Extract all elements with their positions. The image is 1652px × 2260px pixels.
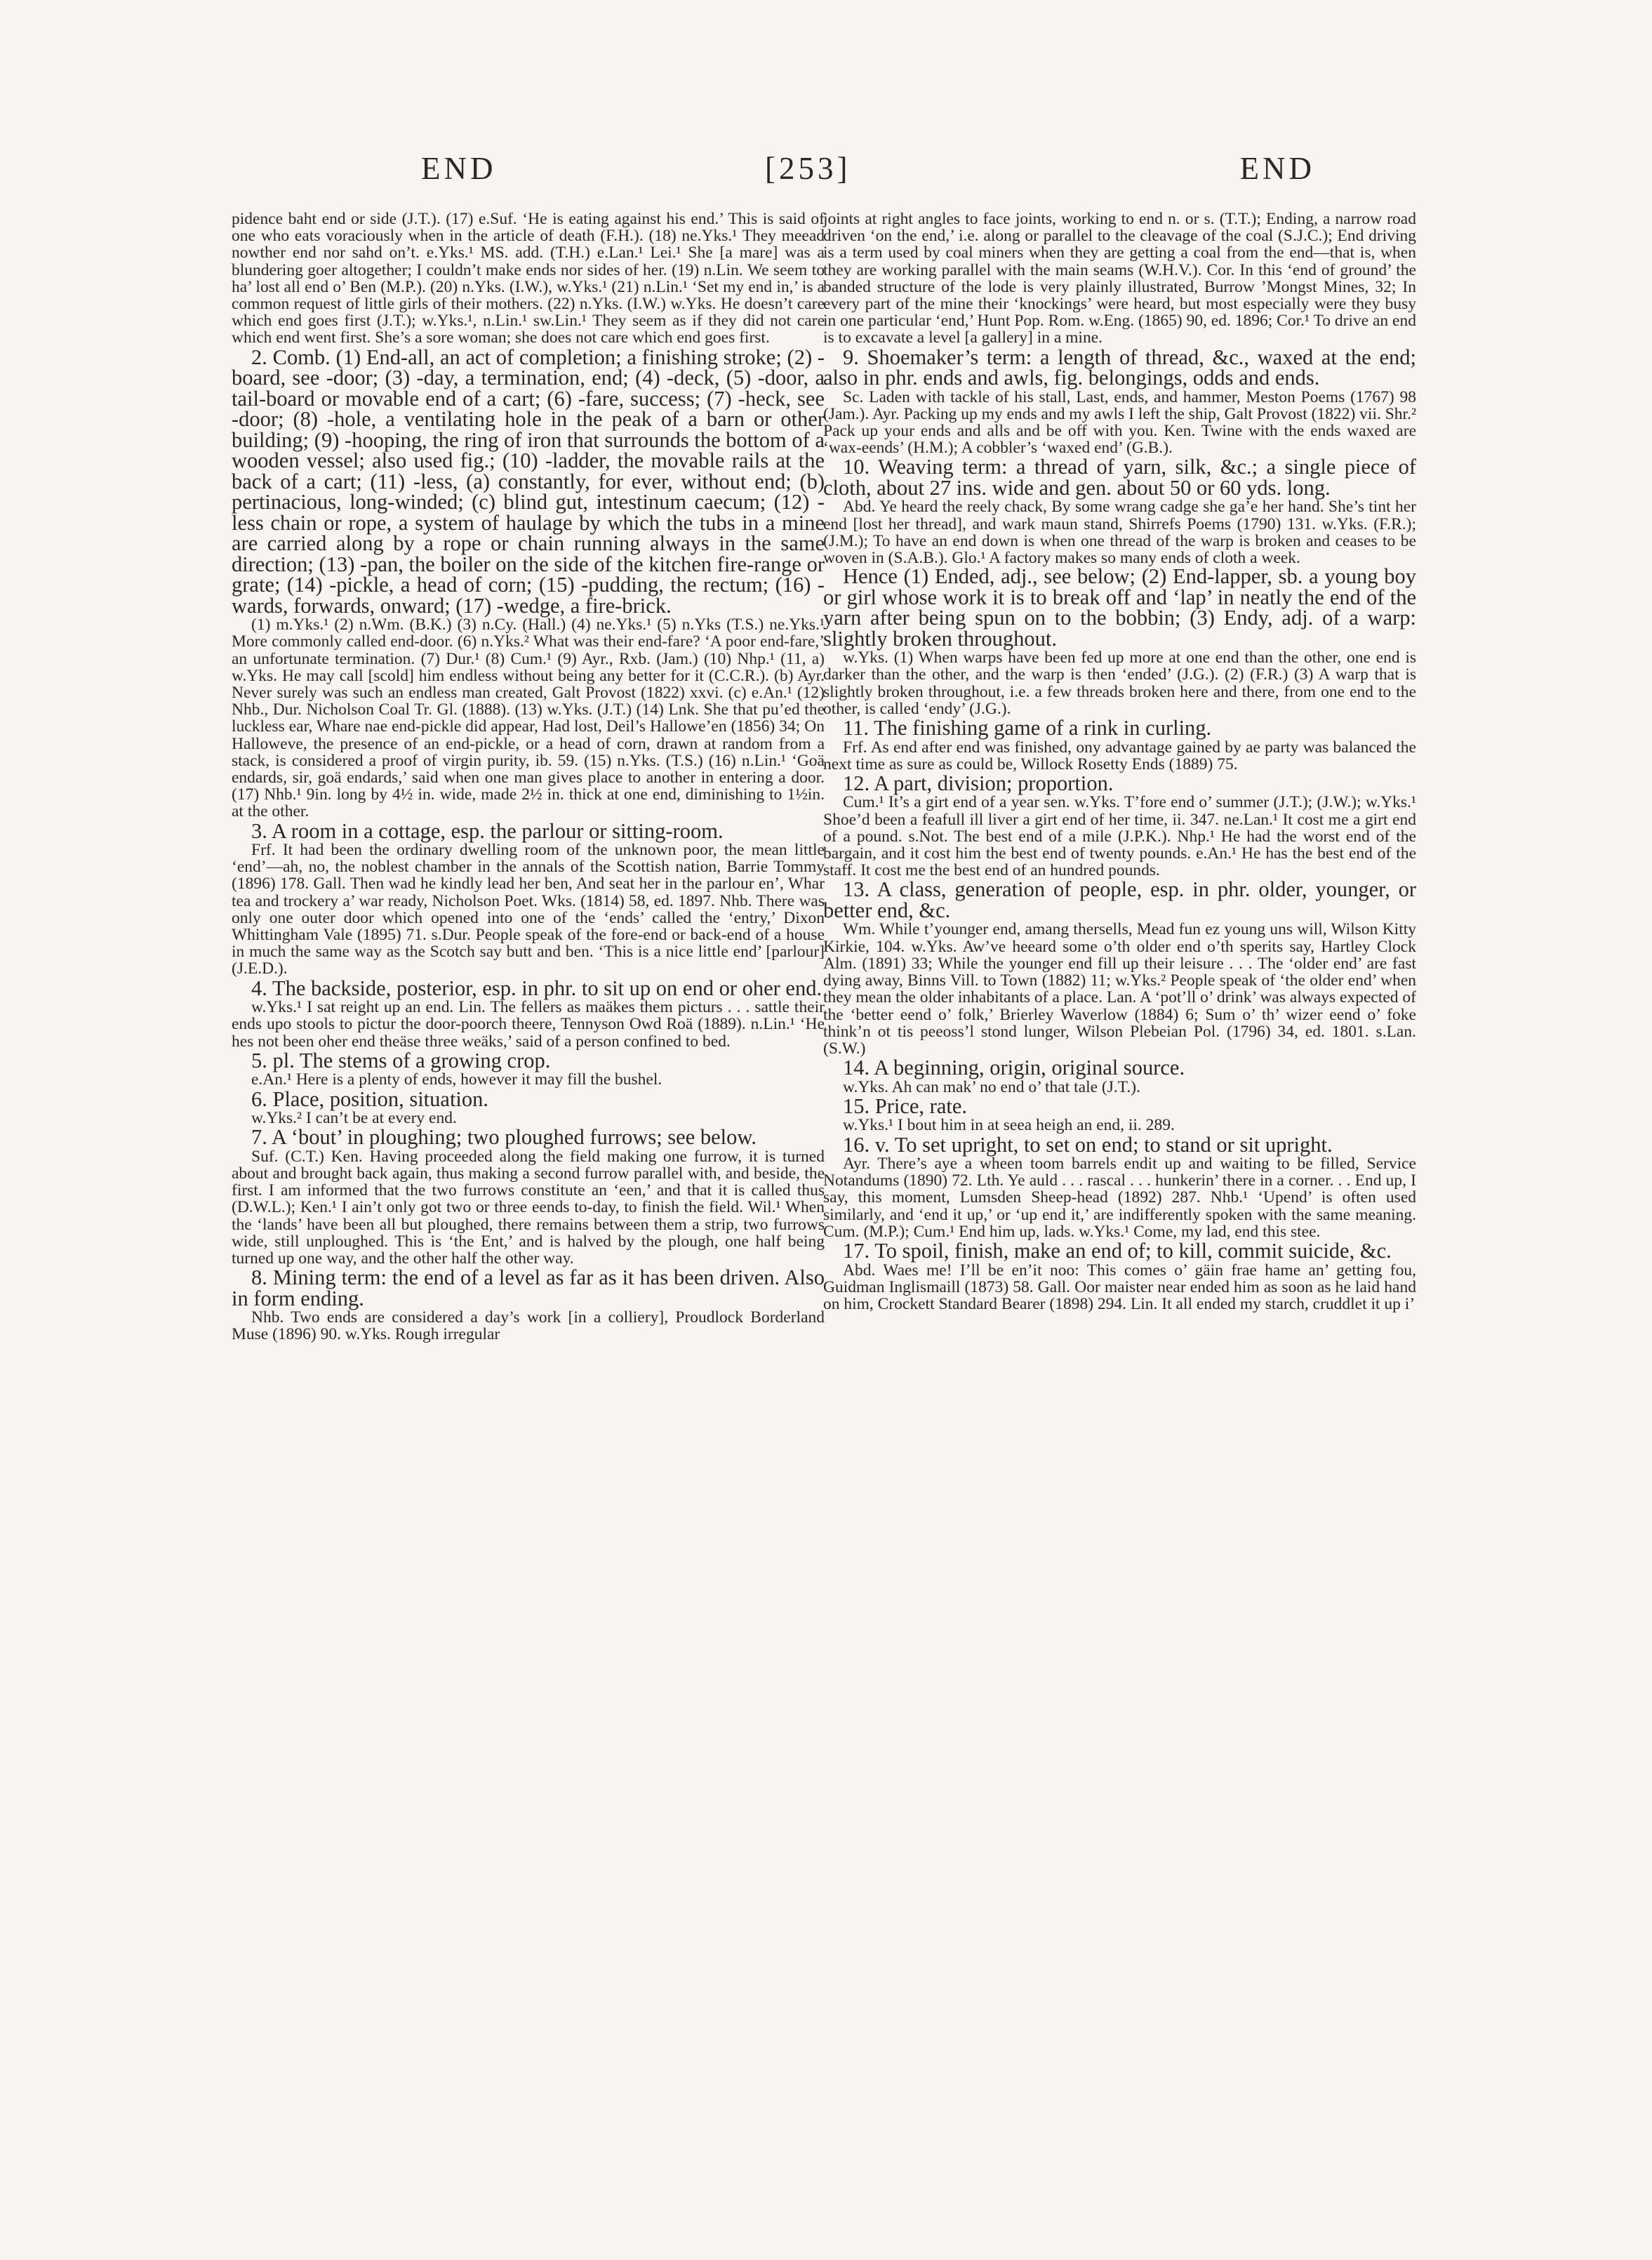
sense-paragraph: 4. The backside, posterior, esp. in phr. to sit up on end or oher end. xyxy=(251,976,822,1000)
citation-paragraph: (1) m.Yks.¹ (2) n.Wm. (B.K.) (3) n.Cy. (Hall.) (4) ne.Yks.¹ (5) n.Yks (T.S.) ne.Yks.¹ More commonly called end-door. (6) n.Yks.² What was their end-fare? ‘A poor end-fare,’ an unfortunate termination. (7) Dur.¹ (8) Cum.¹ (9) Ayr., Rxb. (Jam.) (10) Nhp.¹ (11, a) w.Yks. He may call [scold] him endless without being any better for it (C.C.R.). (b) Ayr. Never surely was such an endless man created, Galt Provost (1822) xxvi. (c) e.An.¹ (12) Nhb., Dur. Nicholson Coal Tr. Gl. (1888). (13) w.Yks. (J.T.) (14) Lnk. She that pu’ed the luckless ear, Whare nae end-pickle did appear, Had lost, Deil’s Hallowe’en (1856) 34; On Halloweve, the presence of an end-pickle, or a head of corn, drawn at random from a stack, is considered a proof of virgin purity, ib. 59. (15) n.Yks. (T.S.) (16) n.Lin.¹ ‘Goä endards, sir, goä endards,’ said when one man gives place to another in entering a door. (17) Nhb.¹ 9in. long by 4½ in. wide, made 2½ in. thick at one end, diminishing to 1½in. at the other. xyxy=(232,616,825,821)
citation-paragraph: Hence (1) Ended, adj., see below; (2) End-lapper, sb. a young boy or girl whose work it is to break off and ‘lap’ in neatly the end of the yarn after being spun on to the bobbin; (3) Endy, adj. of a warp: slightly broken throughout. xyxy=(823,564,1416,651)
citation-paragraph: Abd. Waes me! I’ll be en’it noo: This comes o’ gäin frae hame an’ getting fou, Guidman Inglismaill (1873) 58. Gall. Oor maister near ended him as soon as he laid hand on him, Crockett Standard Bearer (1898) 294. Lin. It all ended my starch, cruddlet it up i’ xyxy=(823,1261,1416,1313)
citation-paragraph: e.An.¹ Here is a plenty of ends, however it may fill the bushel. xyxy=(251,1070,662,1089)
sense-paragraph: 11. The finishing game of a rink in curling. xyxy=(843,716,1212,740)
citation-paragraph: Cum.¹ It’s a girt end of a year sen. w.Yks. T’fore end o’ summer (J.T.); (J.W.); w.Yks.¹ Shoe’d been a feafull ill liver a girt end of her time, ii. 347. ne.Lan.¹ It cost me a girt end of a pound. s.Not. The best end of a mile (J.P.K.). Nhp.¹ He had the worst end of the bargain, and it cost him the best end of twenty pounds. e.An.¹ He has the best end of the staff. It cost me the best end of an hundred pounds. xyxy=(823,793,1416,880)
citation-paragraph: Wm. While t’younger end, amang thersells, Mead fun ez young uns will, Wilson Kitty Kirkie, 104. w.Yks. Aw’ve heeard some o’th older end o’th sperits say, Hartley Clock Alm. (1891) 33; While the younger end fill up their leisure . . . The ‘older end’ are fast dying away, Binns Vill. to Town (1882) 11; w.Yks.² People speak of ‘the older end’ when they mean the older inhabitants of a place. Lan. A ‘pot’ll o’ drink’ was always expected of the ‘better eend o’ folk,’ Brierley Waverlow (1884) 6; Sum o’ th’ wizer eend o’ foke think’n ot tis peeoss’l stond lunger, Wilson Plebeian Pol. (1796) 34, ed. 1801. s.Lan. (S.W.) xyxy=(823,920,1416,1058)
sense-paragraph: 2. Comb. (1) End-all, an act of completion; a finishing stroke; (2) -board, see -door; (3) -day, a termination, end; (4) -deck, (5) -door, a tail-board or movable end of a cart; (6) -fare, success; (7) -heck, see -door; (8) -hole, a ventilating hole in the peak of a barn or other building; (9) -hooping, the ring of iron that surrounds the bottom of a wooden vessel; also used fig.; (10) -ladder, the movable rails at the back of a cart; (11) -less, (a) constantly, for ever, without end; (b) pertinacious, long-winded; (c) blind gut, intestinum caecum; (12) -less chain or rope, a system of haulage by which the tubs in a mine are carried along by a rope or chain running always in the same direction; (13) -pan, the boiler on the side of the kitchen fire-range or grate; (14) -pickle, a head of corn; (15) -pudding, the rectum; (16) -wards, forwards, onward; (17) -wedge, a fire-brick. xyxy=(232,345,825,618)
sense-paragraph: 12. A part, division; proportion. xyxy=(843,771,1114,795)
citation-paragraph: w.Yks.² I can’t be at every end. xyxy=(251,1109,457,1127)
sense-paragraph: 9. Shoemaker’s term: a length of thread, &c., waxed at the end; also in phr. ends and awls, fig. belongings, odds and ends. xyxy=(823,345,1416,390)
citation-paragraph: w.Yks. Ah can mak’ no end o’ that tale (J.T.). xyxy=(843,1077,1140,1096)
sense-paragraph: 7. A ‘bout’ in ploughing; two ploughed furrows; see below. xyxy=(251,1125,757,1150)
right-column xyxy=(823,211,1416,1312)
citation-paragraph: Suf. (C.T.) Ken. Having proceeded along the field making one furrow, it is turned about and brought back again, thus making a second furrow parallel with, and beside, the first. I am informed that the two furrows constitute an ‘een,’ and that it is called thus (D.W.L.); Ken.¹ I ain’t only got two or three eends to-day, to finish the field. Wil.¹ When the ‘lands’ have been all but ploughed, there remains between them a strip, two furrows wide, still unploughed. This is ‘the Ent,’ and is halved by the plough, one half being turned up one way, and the other half the other way. xyxy=(232,1147,825,1268)
sense-paragraph: 17. To spoil, finish, make an end of; to kill, commit suicide, &c. xyxy=(843,1239,1392,1263)
citation-paragraph: w.Yks.¹ I sat reight up an end. Lin. The fellers as maäkes them picturs . . . sattle their ends upo stools to pictur the door-poorch theere, Tennyson Owd Roä (1889). n.Lin.¹ ‘He hes not been oher end theäse three weäks,’ said of a person confined to bed. xyxy=(232,998,825,1051)
sense-paragraph: 16. v. To set upright, to set on end; to stand or sit upright. xyxy=(843,1132,1333,1157)
citation-paragraph: Frf. It had been the ordinary dwelling room of the unknown poor, the mean little ‘end’—ah, no, the noblest chamber in the annals of the Scottish nation, Barrie Tommy (1896) 178. Gall. Then wad he kindly lead her ben, And seat her in the parlour en’, Whar tea and trockery a’ war ready, Nicholson Poet. Wks. (1814) 58, ed. 1897. Nhb. There was only one outer door which opened into one of the ‘ends’ called the ‘entry,’ Dixon Whittingham Vale (1895) 71. s.Dur. People speak of the fore-end or back-end of a house in much the same way as the Scotch say butt and ben. ‘This is a nice little end’ [parlour] (J.E.D.). xyxy=(232,841,825,978)
citation-paragraph: w.Yks. (1) When warps have been fed up more at one end than the other, one end is darker than the other, and the warp is then ‘ended’ (J.G.). (2) (F.R.) (3) A warp that is slightly broken throughout, i.e. a few threads broken here and there, from one end to the other, is called ‘endy’ (J.G.). xyxy=(823,649,1416,718)
sense-paragraph: 14. A beginning, origin, original source. xyxy=(843,1056,1185,1080)
sense-paragraph: 10. Weaving term: a thread of yarn, silk, &c.; a single piece of cloth, about 27 ins. wide and gen. about 50 or 60 yds. long. xyxy=(823,455,1416,500)
sense-paragraph: 3. A room in a cottage, esp. the parlour or sitting-room. xyxy=(251,818,724,843)
left-column xyxy=(232,211,825,1343)
citation-paragraph: w.Yks.¹ I bout him in at seea heigh an end, ii. 289. xyxy=(843,1116,1175,1135)
citation-paragraph: Ayr. There’s aye a wheen toom barrels endit up and waiting to be filled, Service Notandums (1890) 72. Lth. Ye auld . . . rascal . . . hunkerin’ there in a corner. . . End up, I say, this moment, Lumsden Sheep-head (1892) 287. Nhb.¹ ‘Upend’ is often used similarly, and ‘end it up,’ or ‘up end it,’ are indifferently spoken with the same meaning. Cum. (M.P.); Cum.¹ End him up, lads. w.Yks.¹ Come, my lad, end this stee. xyxy=(823,1155,1416,1241)
sense-paragraph: 8. Mining term: the end of a level as far as it has been driven. Also in form ending. xyxy=(232,1265,825,1310)
sense-paragraph: 15. Price, rate. xyxy=(843,1094,967,1118)
header-left-word: END xyxy=(421,151,497,186)
sense-paragraph: 5. pl. The stems of a growing crop. xyxy=(251,1048,551,1072)
header-right-word: END xyxy=(1239,151,1315,186)
citation-paragraph: Sc. Laden with tackle of his stall, Last, ends, and hammer, Meston Poems (1767) 98 (Jam.). Ayr. Packing up my ends and my awls I left the ship, Galt Provost (1822) vii. Shr.² Pack up your ends and alls and be off with you. Ken. Twine with the ends waxed are ‘wax-eends’ (H.M.); A cobbler’s ‘waxed end’ (G.B.). xyxy=(823,387,1416,458)
continued-paragraph: pidence baht end or side (J.T.). (17) e.Suf. ‘He is eating against his end.’ This is said of one who eats voraciously when in the article of death (F.H.). (18) ne.Yks.¹ They meead nowther end nor sahd on’t. e.Yks.¹ MS. add. (T.H.) e.Lan.¹ Lei.¹ She [a mare] was a blundering goer altogether; I couldn’t make ends nor sides of her. (19) n.Lin. We seem to ha’ lost all end o’ Ben (M.P.). (20) n.Yks. (I.W.), w.Yks.¹ (21) n.Lin.¹ ‘Set my end in,’ is a common request of little girls of their mothers. (22) n.Yks. (I.W.) w.Yks. He doesn’t care which end goes first (J.T.); w.Yks.¹, n.Lin.¹ sw.Lin.¹ They seem as if they did not care which end went first. She’s a sore woman; she does not care which end goes first. xyxy=(232,210,825,347)
citation-paragraph: Frf. As end after end was finished, ony advantage gained by ae party was balanced the next time as sure as could be, Willock Rosetty Ends (1889) 75. xyxy=(823,738,1416,773)
citation-paragraph: Abd. Ye heard the reely chack, By some wrang cadge she ga’e her hand. She’s tint her end [lost her thread], and wark maun stand, Shirrefs Poems (1790) 131. w.Yks. (F.R.); (J.M.); To have an end down is when one thread of the warp is broken and ceases to be woven in (S.A.B.). Glo.¹ A factory makes so many ends of cloth a week. xyxy=(823,498,1416,568)
running-header xyxy=(232,150,1484,192)
sense-paragraph: 13. A class, generation of people, esp. in phr. older, younger, or better end, &c. xyxy=(823,877,1416,922)
continued-paragraph: joints at right angles to face joints, working to end n. or s. (T.T.); Ending, a narrow road driven ‘on the end,’ i.e. along or parallel to the cleavage of the coal (S.J.C.); End driving is a term used by coal miners when they are getting a coal from the end—that is, when they are working parallel with the main seams (W.H.V.). Cor. In this ‘end of ground’ the banded structure of the lode is very plainly illustrated, Burrow ’Mongst Mines, 32; In every part of the mine their ‘knockings’ were heard, but most especially were they busy in one particular ‘end,’ Hunt Pop. Rom. w.Eng. (1865) 90, ed. 1896; Cor.¹ To drive an end is to excavate a level [a gallery] in a mine. xyxy=(823,210,1416,347)
citation-paragraph: Nhb. Two ends are considered a day’s work [in a colliery], Proudlock Borderland Muse (1896) 90. w.Yks. Rough irregular xyxy=(232,1308,825,1344)
page-number: [253] xyxy=(765,151,851,186)
sense-paragraph: 6. Place, position, situation. xyxy=(251,1086,489,1111)
